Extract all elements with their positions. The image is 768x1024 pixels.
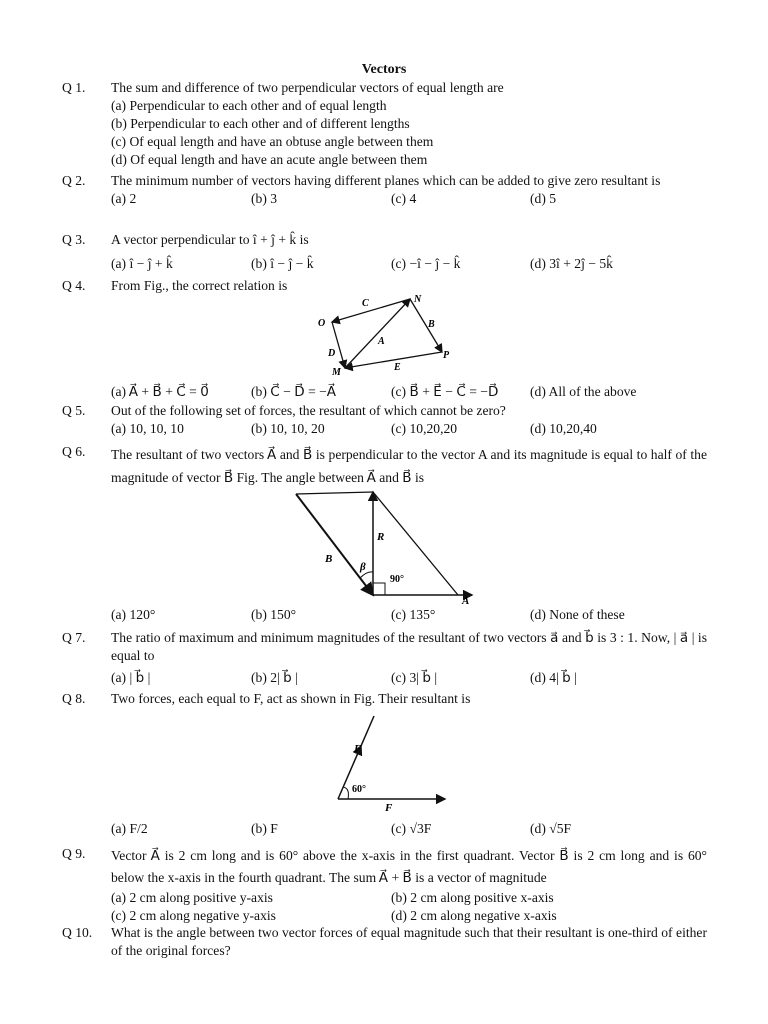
question-text: Vector A⃗ is 2 cm long and is 60° above the x-axis in the first quadrant. Vector B⃗ is 2 cm long and is 60° below the x-axis in the fourth quadrant. The sum A⃗ + B⃗ is a vector of magnitude [111, 848, 707, 885]
question-2 [62, 172, 707, 208]
question-text: The resultant of two vectors A⃗ and B⃗ is perpendicular to the vector A and its magnitude is equal to half of the magnitude of vector B⃗ Fig. The angle between A⃗ and B⃗ is [111, 447, 707, 485]
option-b: (b) 3 [251, 191, 278, 206]
option-d: (d) None of these [530, 607, 625, 622]
page-title: Vectors [361, 62, 407, 77]
option-c: (c) 2 cm along negative y-axis [111, 908, 276, 923]
option-c: (c) 135° [391, 607, 436, 622]
options-row [111, 383, 707, 401]
question-number: Q 5. [62, 403, 86, 418]
question-7 [62, 629, 707, 687]
options-row [111, 606, 707, 624]
option-b: (b) 150° [251, 607, 297, 622]
option-d: (d) All of the above [530, 384, 637, 399]
label-o: O [318, 318, 326, 329]
option-b: (b) 2| b⃗ | [251, 670, 298, 685]
option-c: (c) Of equal length and have an obtuse angle between them [111, 134, 434, 149]
option-d: (d) 10,20,40 [530, 421, 597, 436]
option-a: (a) 2 cm along positive y-axis [111, 890, 273, 905]
option-c: (c) 4 [391, 191, 417, 206]
question-text: Two forces, each equal to F, act as shown in Fig. Their resultant is [111, 691, 471, 706]
label-p: P [443, 350, 450, 361]
option-a: (a) 120° [111, 607, 156, 622]
options-row [111, 669, 707, 687]
label-m: M [332, 367, 341, 378]
question-text: What is the angle between two vector forces of equal magnitude such that their resultant is one-third of either of the original forces? [111, 925, 707, 958]
option-a: (a) F/2 [111, 821, 148, 836]
label-d: D [328, 348, 336, 359]
question-number: Q 7. [62, 630, 86, 645]
label-f1: F [354, 743, 362, 755]
vector-d-line [332, 322, 345, 368]
question-1 [62, 79, 707, 169]
options-row [111, 190, 707, 208]
option-b: (b) 2 cm along positive x-axis [391, 890, 554, 905]
question-8 [62, 690, 707, 708]
option-a: (a) 10, 10, 10 [111, 421, 184, 436]
parallel-edge-line [373, 492, 458, 595]
option-c: (c) 3| b⃗ | [391, 670, 438, 685]
label-n: N [414, 294, 422, 305]
figure-q8-two-forces [330, 710, 450, 815]
question-number: Q 2. [62, 173, 86, 188]
question-number: Q 10. [62, 925, 93, 940]
label-angle: 90° [390, 574, 404, 585]
option-d: (d) 3î + 2ĵ − 5k̂ [530, 256, 613, 271]
label-r: R [377, 531, 385, 543]
question-6 [62, 443, 707, 489]
option-a: (a) î − ĵ + k̂ [111, 256, 173, 271]
question-4-options [62, 383, 707, 401]
options-row [111, 889, 707, 907]
label-f2: F [385, 802, 393, 814]
option-c: (c) √3F [391, 821, 432, 836]
option-c: (c) −î − ĵ − k̂ [391, 256, 461, 271]
right-angle-marker [373, 583, 385, 595]
figure-q4-vector-polygon [310, 290, 460, 382]
angle-arc [343, 787, 348, 799]
question-9 [62, 845, 707, 925]
option-b: (b) C⃗ − D⃗ = −A⃗ [251, 384, 337, 399]
option-c: (c) 10,20,20 [391, 421, 458, 436]
label-a: A [462, 595, 470, 606]
option-b: (b) F [251, 821, 278, 836]
label-e: E [394, 362, 401, 373]
label-b: B [325, 553, 333, 565]
vector-b-line [296, 494, 373, 595]
question-number: Q 6. [62, 444, 86, 459]
label-a: A [378, 336, 385, 347]
label-b: B [428, 319, 435, 330]
option-d: (d) Of equal length and have an acute angle between them [111, 152, 428, 167]
figure-q6-vector-triangle [290, 486, 480, 606]
question-10 [62, 924, 707, 960]
option-a: (a) | b⃗ | [111, 670, 151, 685]
option-a: (a) Perpendicular to each other and of equal length [111, 98, 387, 113]
question-6-options [62, 606, 707, 624]
options-row [111, 907, 707, 925]
label-c: C [362, 298, 369, 309]
question-number: Q 3. [62, 232, 86, 247]
vector-a-line [345, 299, 410, 368]
question-text: Out of the following set of forces, the resultant of which cannot be zero? [111, 403, 506, 418]
question-8-options [62, 820, 707, 838]
option-d: (d) √5F [530, 821, 572, 836]
top-edge-line [296, 492, 373, 494]
question-number: Q 8. [62, 691, 86, 706]
option-d: (d) 5 [530, 191, 557, 206]
option-c: (c) B⃗ + E⃗ − C⃗ = −D⃗ [391, 384, 499, 399]
question-text: The sum and difference of two perpendicular vectors of equal length are [111, 80, 504, 95]
option-d: (d) 2 cm along negative x-axis [391, 908, 557, 923]
label-angle: 60° [352, 784, 366, 795]
question-5 [62, 402, 707, 438]
option-b: (b) 10, 10, 20 [251, 421, 325, 436]
vector-b-line [410, 299, 442, 352]
option-a: (a) A⃗ + B⃗ + C⃗ = 0⃗ [111, 384, 209, 399]
option-d: (d) 4| b⃗ | [530, 670, 577, 685]
question-text: From Fig., the correct relation is [111, 278, 288, 293]
question-text: The minimum number of vectors having different planes which can be added to give zero resultant is [111, 173, 661, 188]
label-beta: β [360, 561, 366, 573]
options-row [111, 820, 707, 838]
question-text: A vector perpendicular to î + ĵ + k̂ is [111, 232, 309, 247]
question-3 [62, 231, 707, 273]
question-text: The ratio of maximum and minimum magnitudes of the resultant of two vectors a⃗ and b⃗ is 3 : 1. Now, | a⃗ | is equal to [111, 630, 707, 663]
options-row [111, 255, 707, 273]
option-b: (b) Perpendicular to each other and of different lengths [111, 116, 410, 131]
question-number: Q 1. [62, 80, 86, 95]
option-b: (b) î − ĵ − k̂ [251, 256, 314, 271]
option-a: (a) 2 [111, 191, 137, 206]
options-row [111, 420, 707, 438]
question-number: Q 9. [62, 846, 86, 861]
question-number: Q 4. [62, 278, 86, 293]
